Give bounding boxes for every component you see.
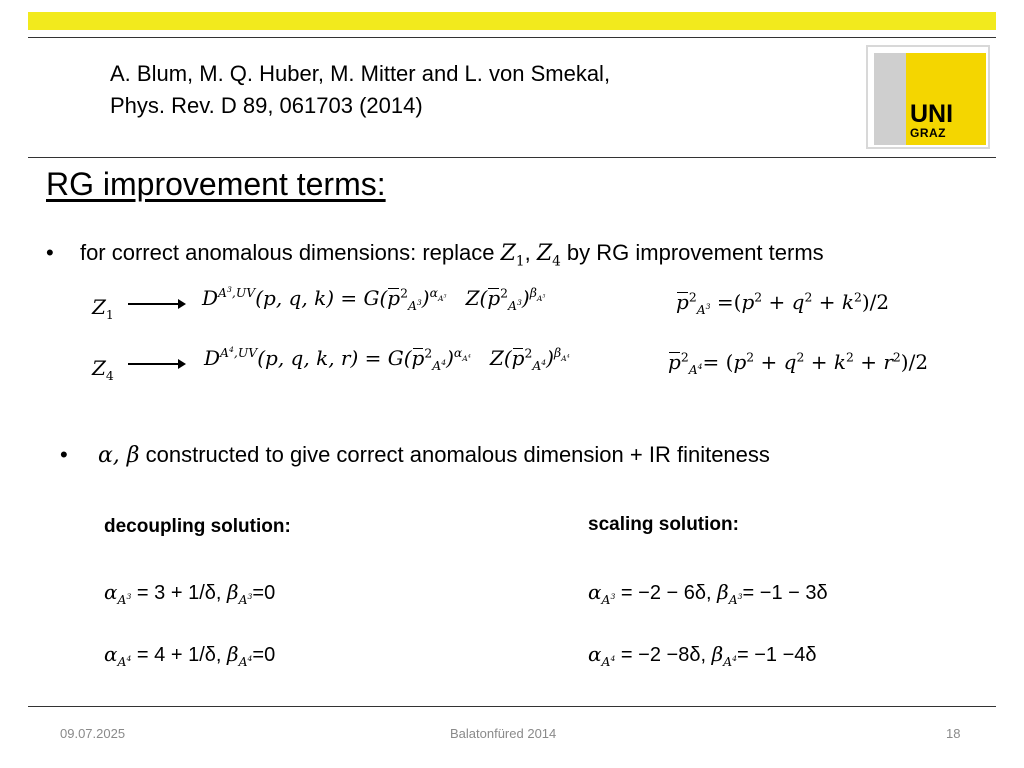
alpha-beta-symbols: α, β: [97, 443, 140, 468]
bullet-1-prefix: for correct anomalous dimensions: replace: [79, 240, 495, 265]
bullet-marker: •: [46, 240, 54, 265]
scaling-a4-equation: $\alpha_{A^4} = -2 -8\delta$, $\beta_{A^4}= -1 -4\delta$: [588, 642, 817, 669]
decoupling-a3-equation: $\alpha_{A^3} = 3 + 1/\delta$, $\beta_{A^3}=0$: [104, 580, 276, 607]
bullet-marker: •: [60, 442, 68, 467]
citation-line-1: A. Blum, M. Q. Huber, M. Mitter and L. von Smekal,: [110, 61, 611, 86]
decoupling-heading: decoupling solution:: [104, 516, 291, 537]
z1-improvement-formula: $D^{A^3,UV}(p$, q, $k) = G(p^2_{A^3})^{\alpha_{A^3}}$ $Z(p^2_{A^3})^{\beta_{A^3}}$: [202, 285, 546, 313]
citation-line-2: Phys. Rev. D 89, 061703 (2014): [110, 93, 423, 118]
bullet-2-text: constructed to give correct anomalous dimension + IR finiteness: [145, 442, 770, 467]
z1-symbol: $Z_1$: [500, 241, 525, 270]
logo-text-uni: UNI: [910, 100, 954, 128]
header-divider: [28, 157, 996, 158]
top-accent-bar: [28, 12, 996, 30]
z1-arrow: [128, 296, 188, 312]
bullet-1-suffix: by RG improvement terms: [566, 240, 824, 265]
z1-label: $Z_1$: [92, 295, 114, 322]
footer-divider: [28, 706, 996, 707]
decoupling-a4-equation: $\alpha_{A^4} = 4 + 1/\delta$, $\beta_{A^4}=0$: [104, 642, 276, 669]
z4-symbol: $Z_4$: [536, 241, 561, 270]
bullet-1: • for correct anomalous dimensions: replace $Z_1$, $Z_4$ by RG improvement terms: [46, 240, 824, 270]
footer-event: Balatonfüred 2014: [450, 726, 557, 741]
logo-text-graz: GRAZ: [910, 126, 946, 140]
citation: [110, 58, 610, 122]
uni-graz-logo: [866, 45, 990, 149]
z4-label: $Z_4$: [92, 356, 114, 383]
p4-definition: $p^2_{A^4}= (p^2 + q^2 + k^2 + r^2)/2$: [668, 349, 929, 377]
p3-definition: $p^2_{A^3} =(p^2 + q^2 + k^2)/2$: [676, 289, 890, 317]
bullet-2: [60, 442, 770, 468]
footer-page-number: 18: [946, 726, 961, 741]
top-divider: [28, 37, 996, 38]
z4-improvement-formula: $D^{A^4,UV}(p$, q, k, $r) = G(p^2_{A^4})^{\alpha_{A^4}}$ $Z(p^2_{A^4})^{\beta_{A^4}}$: [204, 345, 570, 373]
scaling-a3-equation: $\alpha_{A^3} = -2 - 6\delta$, $\beta_{A^3}= -1 - 3\delta$: [588, 580, 828, 607]
scaling-heading: scaling solution:: [588, 514, 739, 535]
z4-arrow: [128, 356, 188, 372]
slide-title: RG improvement terms:: [46, 166, 386, 202]
footer-date: 09.07.2025: [60, 726, 126, 741]
